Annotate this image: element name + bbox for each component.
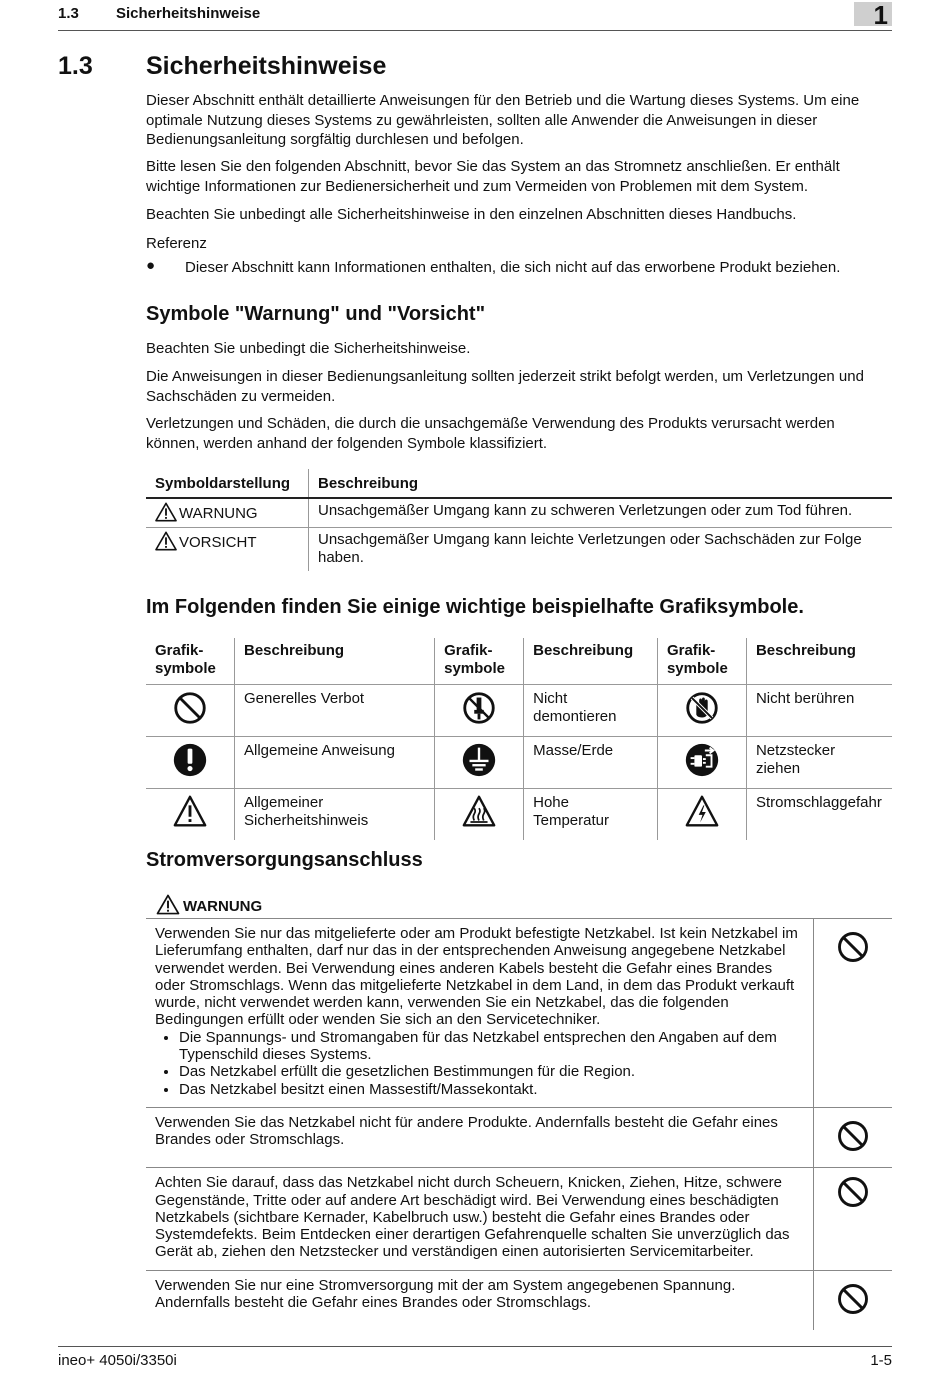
chapter-tab	[854, 0, 892, 30]
prohibition-icon	[171, 689, 209, 727]
mandatory-icon	[171, 741, 209, 779]
symbol-table	[146, 469, 892, 571]
description-cell: Unsachgemäßer Umgang kann leichte Verletzungen oder Sachschäden zur Folge haben.	[318, 531, 862, 566]
warning-text-cell	[146, 919, 814, 1108]
do-not-touch-icon	[683, 689, 721, 727]
description-cell: Unsachgemäßer Umgang kann zu schweren Verletzungen oder zum Tod führen.	[309, 498, 893, 528]
symbols-paragraph-3: Verletzungen und Schäden, die durch die unsachgemäße Verwendung des Produkts verursacht werden können, werden anhand der folgenden Symbole klassifiziert.	[146, 415, 835, 452]
chapter-number: 1	[873, 0, 888, 30]
table-row	[146, 528, 892, 572]
symbol-label: WARNUNG	[179, 505, 258, 522]
header-section-title: Sicherheitshinweise	[116, 5, 261, 22]
symbol-description: Allgemeine Anweisung	[235, 737, 435, 789]
prohibition-icon	[835, 1281, 871, 1317]
running-header	[58, 0, 892, 31]
column-header-description: Beschreibung	[309, 469, 893, 498]
symbol-cell	[657, 685, 746, 737]
footer-model: ineo+ 4050i/3350i	[58, 1352, 177, 1369]
symbols-heading: Symbole "Warnung" und "Vorsicht"	[146, 303, 486, 325]
warning-triangle-icon	[155, 502, 177, 522]
symbols-paragraph-2: Die Anweisungen in dieser Bedienungsanleitung sollten jederzeit strikt befolgt werden, um Verletzungen und Sachschäden zu vermeiden.	[146, 368, 864, 405]
intro-paragraph-1: Dieser Abschnitt enthält detaillierte Anweisungen für den Betrieb und die Wartung dieses Systems. Um eine optimale Nutzung dieses Systems zu gewährleisten, sollten alle Anwender die Anweisungen in dieser Bedienungsanleitung sorgfältig durchlesen und befolgen.	[146, 92, 860, 148]
column-header-description: Beschreibung	[235, 638, 435, 685]
table-row	[146, 789, 892, 841]
column-header-symbol: Symboldarstellung	[146, 469, 309, 498]
symbol-description: Masse/Erde	[524, 737, 658, 789]
table-header-row	[146, 469, 892, 498]
table-row	[146, 1107, 892, 1167]
table-row	[146, 685, 892, 737]
table-header-row	[146, 638, 892, 685]
table-row	[146, 1270, 892, 1330]
symbol-label: VORSICHT	[179, 534, 257, 551]
no-disassembly-icon	[460, 689, 498, 727]
ground-icon	[460, 741, 498, 779]
table-row	[146, 498, 892, 528]
power-warning-table	[146, 918, 892, 1330]
symbol-cell	[435, 789, 524, 841]
page-number: 1-5	[870, 1352, 892, 1369]
header-section-number: 1.3	[58, 5, 79, 22]
warning-text-cell: Verwenden Sie das Netzkabel nicht für andere Produkte. Andernfalls besteht die Gefahr eines Brandes oder Stromschlags.	[146, 1107, 814, 1167]
warning-text-cell: Achten Sie darauf, dass das Netzkabel nicht durch Scheuern, Knicken, Ziehen, Hitze, schwere Gegenstände, Tritte oder auf andere Art beschädigt wird. Bei Verwendung eines beschädigten Netzkabels (sichtbare Kernader, Kabelbruch usw.) besteht die Gefahr eines Brandes oder Systemdefekts. Beim Entdecken einer derartigen Gefahrenquelle schalten Sie unverzüglich das Gerät ab, ziehen den Netzstecker und verständigen einen autorisierten Servicemitarbeiter.	[146, 1168, 814, 1270]
list-item: • Das Netzkabel erfüllt die gesetzlichen Bestimmungen für die Region.	[179, 1063, 804, 1080]
graphics-heading: Im Folgenden finden Sie einige wichtige beispielhafte Grafiksymbole.	[146, 596, 804, 618]
symbol-cell	[146, 528, 309, 572]
symbol-cell	[657, 737, 746, 789]
page-footer	[58, 1346, 892, 1377]
bullet-dot: ●	[146, 257, 156, 274]
symbol-description: Allgemeiner Sicherheitshinweis	[235, 789, 435, 841]
symbol-description: Netzstecker ziehen	[746, 737, 892, 789]
prohibition-icon	[835, 929, 871, 965]
symbol-description: Hohe Temperatur	[524, 789, 658, 841]
reference-item: Dieser Abschnitt kann Informationen enthalten, die sich nicht auf das erworbene Produkt beziehen.	[185, 259, 841, 276]
section-number: 1.3	[58, 52, 93, 80]
unplug-icon	[683, 741, 721, 779]
electric-shock-icon	[683, 793, 721, 831]
column-header-symbol: Grafik- symbole	[435, 638, 524, 685]
warning-label-text: WARNUNG	[183, 898, 263, 915]
warning-icon-cell	[814, 1107, 892, 1167]
symbol-cell	[146, 498, 309, 528]
symbol-description: Nicht demontieren	[524, 685, 658, 737]
symbol-description: Stromschlaggefahr	[755, 794, 882, 811]
warning-bullet-list	[155, 1029, 804, 1098]
symbol-cell	[435, 737, 524, 789]
prohibition-icon	[835, 1118, 871, 1154]
hot-surface-icon	[460, 793, 498, 831]
intro-paragraph-3: Beachten Sie unbedingt alle Sicherheitshinweise in den einzelnen Abschnitten dieses Handbuchs.	[146, 206, 797, 223]
warning-text: Verwenden Sie nur das mitgelieferte oder am Produkt befestigte Netzkabel. Ist kein Netzkabel im Lieferumfang enthalten, darf nur das in der entsprechenden Anweisung angegebene Netzkabel verwendet werden. Bei Verwendung eines anderen Kabels besteht die Gefahr eines Brandes oder Stromschlags. Wenn das mitgelieferte Netzkabel in dem Land, in dem das Produkt verkauft wurde, nicht verwendet werden kann, verwenden Sie ein Netzkabel, das die folgenden Bedingungen erfüllt oder wenden Sie sich an den Servicetechniker.	[155, 925, 798, 1029]
symbol-cell	[146, 737, 235, 789]
column-header-description: Beschreibung	[524, 638, 658, 685]
symbol-cell	[435, 685, 524, 737]
table-row	[146, 737, 892, 789]
warning-label	[156, 894, 262, 915]
warning-triangle-icon	[156, 894, 180, 915]
prohibition-icon	[835, 1174, 871, 1210]
symbol-cell	[146, 789, 235, 841]
symbol-description: Nicht berühren	[746, 685, 892, 737]
table-row	[146, 919, 892, 1108]
symbol-cell	[657, 789, 746, 841]
reference-label: Referenz	[146, 235, 207, 252]
general-caution-icon	[171, 793, 209, 831]
warning-icon-cell	[814, 919, 892, 1108]
column-header-symbol: Grafik- symbole	[146, 638, 235, 685]
symbol-cell	[146, 685, 235, 737]
warning-text-cell: Verwenden Sie nur eine Stromversorgung mit der am System angegebenen Spannung. Andernfalls besteht die Gefahr eines Brandes oder Stromschlags.	[146, 1270, 814, 1330]
column-header-description: Beschreibung	[746, 638, 892, 685]
table-row	[146, 1168, 892, 1270]
warning-icon-cell	[814, 1168, 892, 1270]
intro-paragraph-2: Bitte lesen Sie den folgenden Abschnitt, bevor Sie das System an das Stromnetz anschließen. Er enthält wichtige Informationen zur Bedienersicherheit und zum Vermeiden von Problemen mit dem System.	[146, 158, 840, 195]
symbols-paragraph-1: Beachten Sie unbedingt die Sicherheitshinweise.	[146, 340, 471, 357]
list-item: • Das Netzkabel besitzt einen Massestift/Massekontakt.	[179, 1081, 804, 1098]
column-header-symbol: Grafik- symbole	[657, 638, 746, 685]
symbol-description: Generelles Verbot	[235, 685, 435, 737]
page-title: Sicherheitshinweise	[146, 52, 387, 80]
warning-icon-cell	[814, 1270, 892, 1330]
caution-triangle-icon	[155, 531, 177, 551]
list-item: • Die Spannungs- und Stromangaben für das Netzkabel entsprechen den Angaben auf dem Typenschild dieses Systems.	[179, 1029, 804, 1064]
power-heading: Stromversorgungsanschluss	[146, 849, 423, 871]
graphic-symbols-table	[146, 638, 892, 840]
